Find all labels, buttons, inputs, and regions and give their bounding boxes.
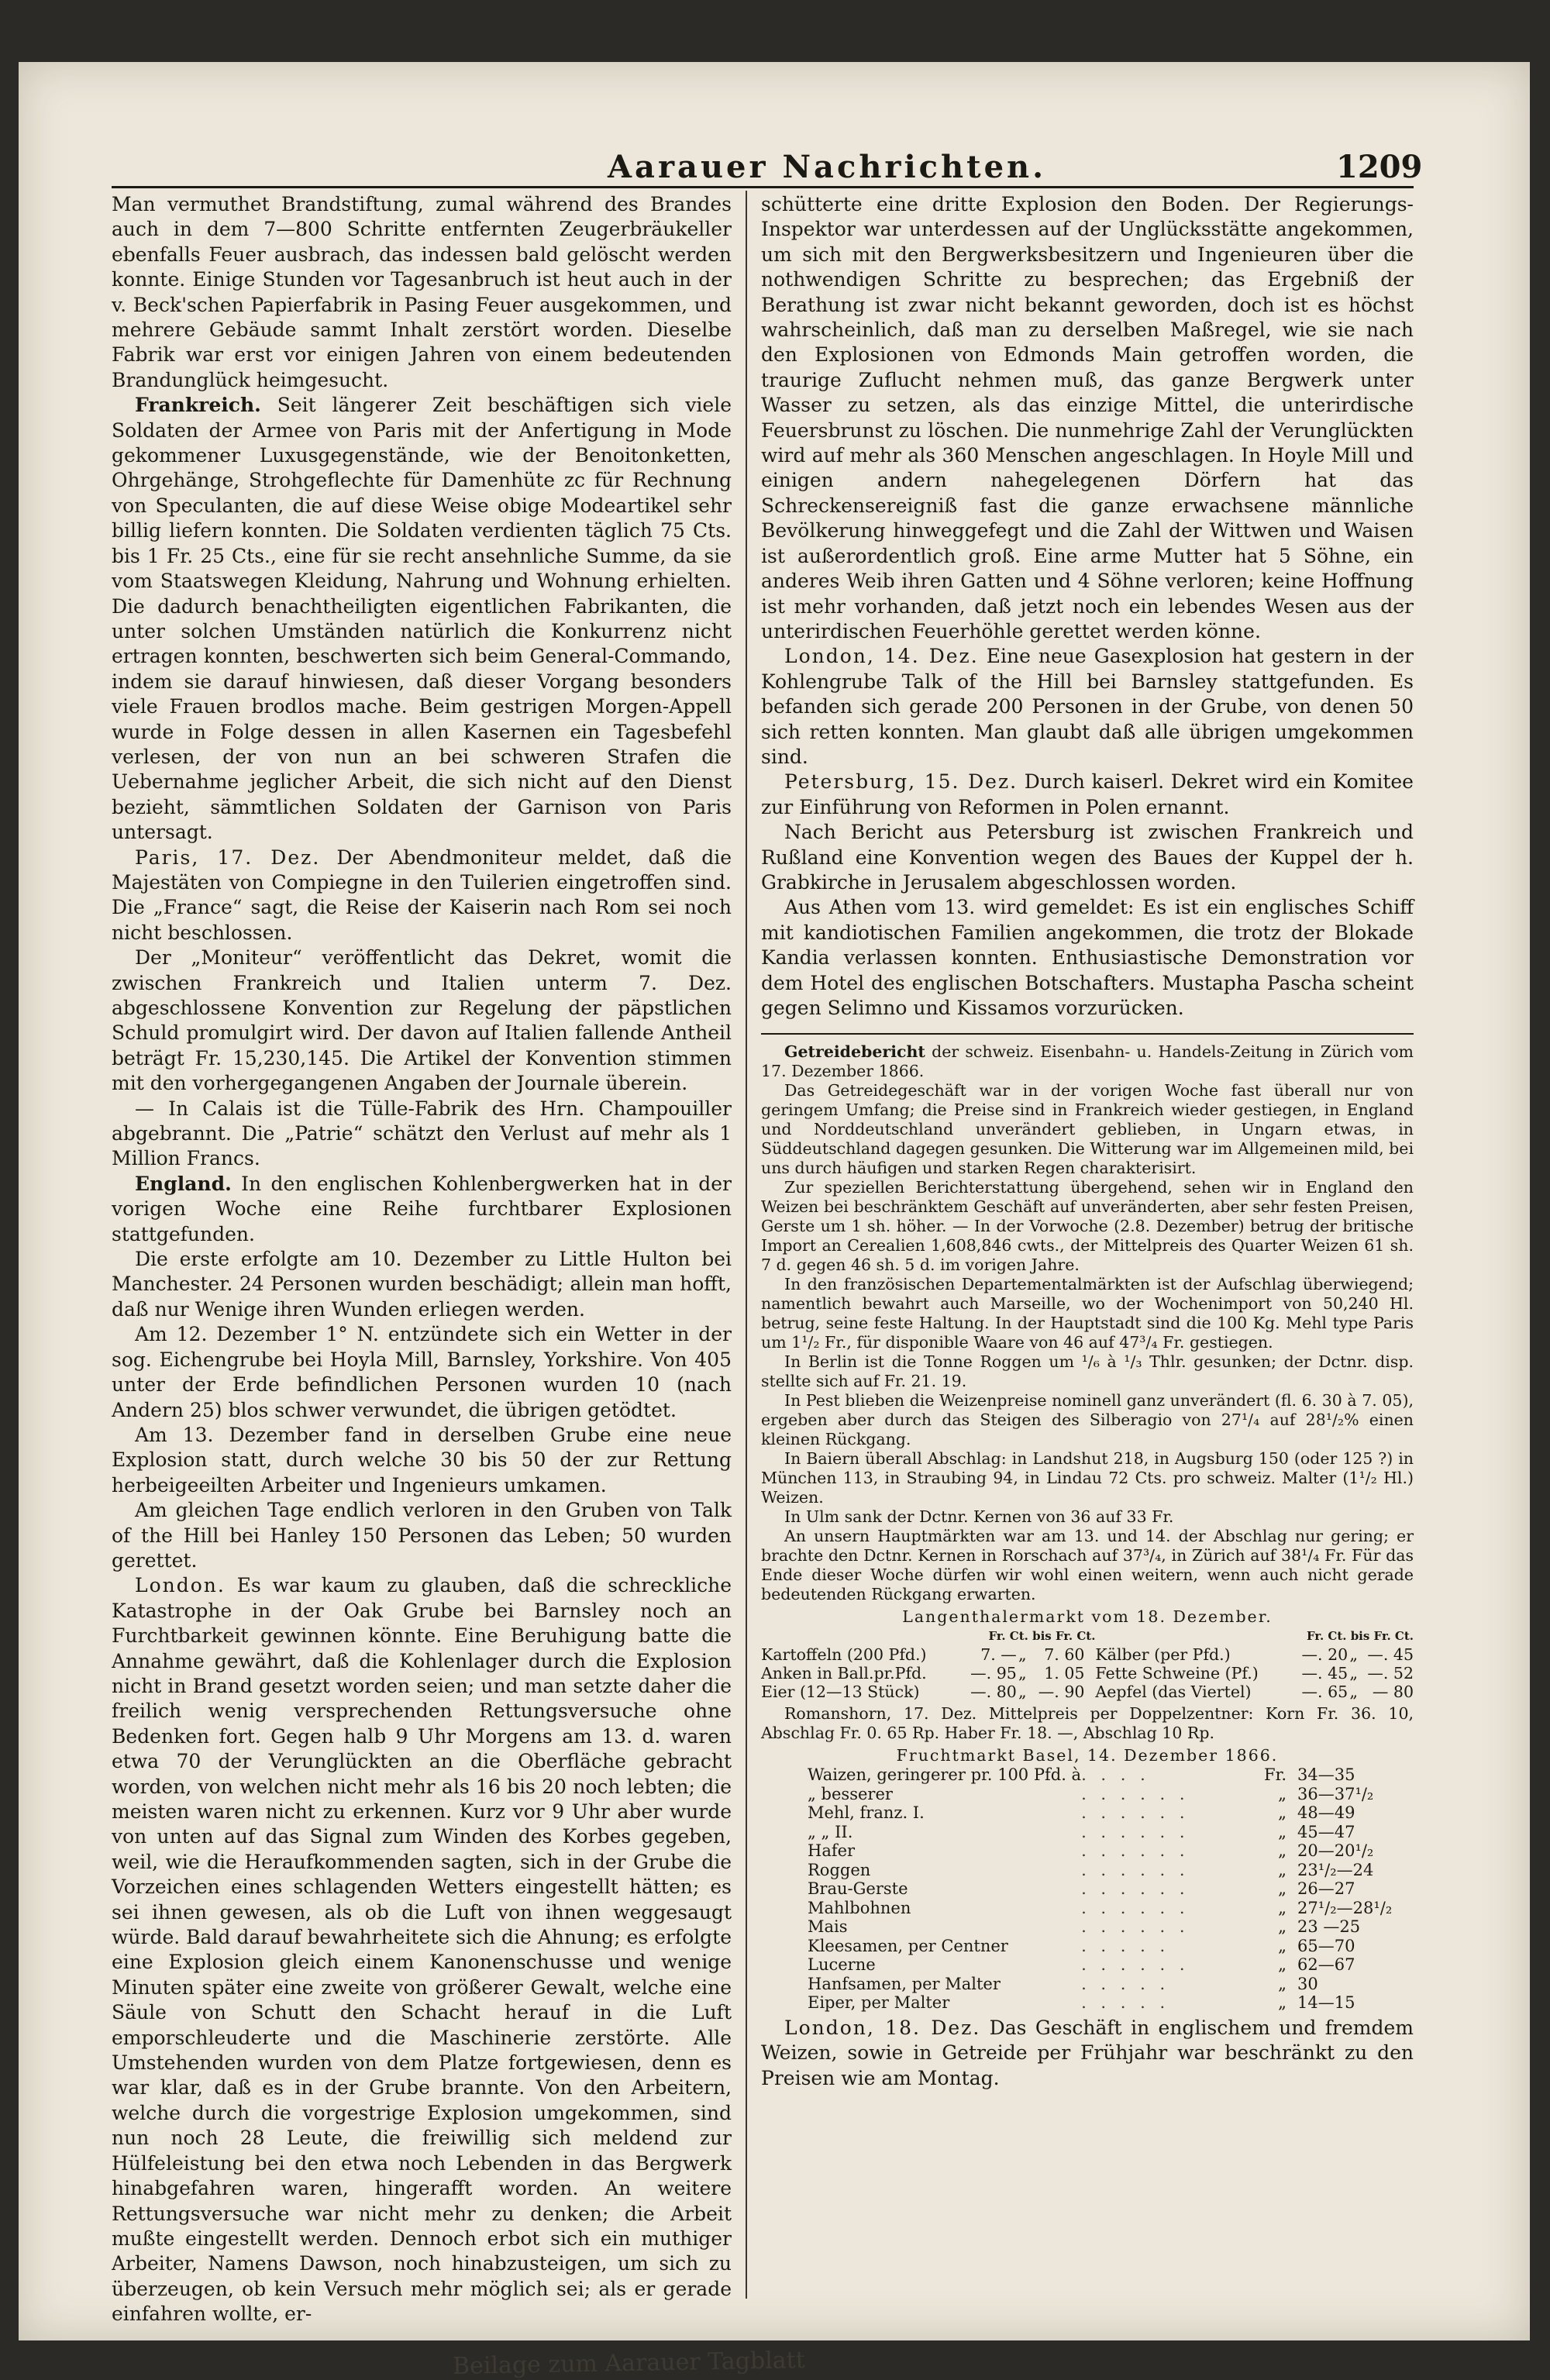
currency: „ bbox=[1278, 1955, 1286, 1975]
column-separator bbox=[746, 191, 747, 2299]
item-name: Eier (12—13 Stück) bbox=[761, 1683, 920, 1702]
ditto-mark: „ bbox=[1018, 1664, 1027, 1683]
article-text: Durch kaiserl. Dekret wird ein Komitee zur Einführung von Reformen in Polen ernannt. bbox=[761, 770, 1414, 818]
table-row: Brau-Gerste . . . . . . „ 26—27 bbox=[761, 1879, 1414, 1899]
section-rule bbox=[761, 1033, 1414, 1035]
grain-report bbox=[761, 1042, 1414, 1604]
item-name: Eiper, per Malter bbox=[808, 1993, 950, 2013]
item-name: Mehl, franz. I. bbox=[808, 1803, 925, 1823]
item-name: „ „ II. bbox=[808, 1822, 853, 1841]
article-petersburg bbox=[761, 770, 1414, 820]
dateline: London, 18. Dez. bbox=[784, 2016, 981, 2039]
price-range: 36—37¹/₂ bbox=[1297, 1784, 1374, 1803]
page-number: 1209 bbox=[1336, 149, 1423, 185]
price-range: 23¹/₂—24 bbox=[1297, 1860, 1374, 1879]
unit-header-left: Fr. Ct. bis Fr. Ct. bbox=[988, 1629, 1096, 1644]
article-paragraph: Die erste erfolgte am 10. Dezember zu Little Hulton bei Manchester. 24 Personen wurden beschädigt; allein man hofft, daß nur Wenige ihren Wunden erliegen werden. bbox=[112, 1248, 732, 1321]
item-name: Mahlbohnen bbox=[808, 1898, 911, 1917]
right-column bbox=[761, 192, 1414, 2316]
unit-header-right: Fr. Ct. bis Fr. Ct. bbox=[1307, 1629, 1414, 1644]
item-name: „ besserer bbox=[808, 1784, 893, 1803]
grain-paragraph: In Pest blieben die Weizenpreise nominell ganz unverändert (fl. 6. 30 à 7. 05), ergeben aber durch das Steigen des Silberagio von 27¹/₄ auf 28¹/₂% einen kleinen Rückgang. bbox=[761, 1391, 1414, 1449]
bleed-through-text: Beilage zum Aarauer Tagblatt bbox=[452, 2347, 806, 2380]
price-range: 23 —25 bbox=[1297, 1917, 1361, 1937]
currency: „ bbox=[1278, 1803, 1286, 1823]
basel-market-table bbox=[761, 1765, 1414, 2013]
ditto-mark: „ bbox=[1018, 1645, 1027, 1665]
currency: Fr. bbox=[1264, 1765, 1286, 1785]
grain-paragraph: Das Getreidegeschäft war in der vorigen Woche fast überall nur von geringem Umfang; die Preise sind in Frankreich wieder gestiegen, in England und Norddeutschland unverändert geblieben, in Ungarn etwas, in Süddeutschland dagegen gesunken. Die Witterung war im Allgemeinen mild, bei uns durch häufigen und starken Regen charakterisirt. bbox=[761, 1081, 1414, 1178]
item-name: Kälber (per Pfd.) bbox=[1095, 1645, 1231, 1665]
price-range: 26—27 bbox=[1297, 1879, 1355, 1899]
article-paragraph: — In Calais ist die Tülle-Fabrik des Hrn. Champouiller abgebrannt. Die „Patrie“ schätzt den Verlust auf mehr als 1 Million Francs. bbox=[112, 1097, 732, 1170]
grain-paragraph: In Berlin ist die Tonne Roggen um ¹/₆ à ¹/₃ Thlr. gesunken; der Dctnr. disp. stellte sich auf Fr. 21. 19. bbox=[761, 1352, 1414, 1391]
dateline: London. bbox=[135, 1574, 226, 1597]
article-text: In den englischen Kohlenbergwerken hat in der vorigen Woche eine Reihe furchtbarer Explosionen stattgefunden. bbox=[112, 1172, 732, 1245]
table-row: Hanfsamen, per Malter . . . . . „ 30 bbox=[761, 1975, 1414, 1994]
price-low: 7. — bbox=[980, 1645, 1017, 1665]
price-range: 65—70 bbox=[1297, 1936, 1355, 1955]
article-london-18 bbox=[761, 2016, 1414, 2091]
ditto-mark: „ bbox=[1349, 1645, 1358, 1665]
currency: „ bbox=[1278, 1898, 1286, 1917]
article-paragraph: Am 12. Dezember 1° N. entzündete sich ein Wetter in der sog. Eichengrube bei Hoyla Mill, Barnsley, Yorkshire. Von 405 unter der Erde befindlichen Personen wurden 10 (nach Andern 25) blos schwer verwundet, die übrigen getödtet. bbox=[112, 1323, 732, 1421]
price-range: 62—67 bbox=[1297, 1955, 1355, 1975]
item-name: Mais bbox=[808, 1917, 848, 1937]
article-text: Der Abendmoniteur meldet, daß die Majestäten von Compiegne in den Tuilerien eingetroffen sind. Die „France“ sagt, die Reise der Kaiserin nach Rom sei noch nicht beschlossen. bbox=[112, 846, 732, 944]
grain-paragraph: In Ulm sank der Dctnr. Kernen von 36 auf 33 Fr. bbox=[784, 1507, 1174, 1527]
grain-paragraph: In Baiern überall Abschlag: in Landshut 218, in Augsburg 150 (oder 125 ?) in München 113, in Straubing 94, in Lindau 72 Cts. pro schweiz. Malter (1¹/₂ Hl.) Weizen. bbox=[761, 1449, 1414, 1507]
article-text: Es war kaum zu glauben, daß die schreckliche Katastrophe in der Oak Grube bei Barnsley noch an Furchtbarkeit gewinnen könnte. Eine Beruhigung batte die Annahme gewährt, daß die Kohlenlager durch die Explosion nicht in Brand gesetzt worden seien; und man setzte daher die freilich wenig versprechenden Rettungsversuche ohne Bedenken fort. Gegen halb 9 Uhr Morgens am 13. d. waren etwa 70 der Verunglückten an die Oberfläche gebracht worden, von welchen nicht mehr als 16 bis 20 noch lebten; die meisten waren nicht zu erkennen. Kurz vor 9 Uhr aber wurde von unten auf das Signal zum Winden des Korbes gegeben, weil, wie die Heraufkommenden sagten, sich in der Grube die Vorzeichen eines schlagenden Wetters eingestellt hätten; es sei ihnen gewesen, als ob die Luft von ihnen weggesaugt würde. Bald darauf bewahrheitete sich die Ahnung; es erfolgte eine Explosion gleich einem Kanonenschusse und wenige Minuten später eine zweite von größerer Gewalt, welche eine Säule von Schutt den Schacht herauf in die Luft emporschleuderte und die Maschinerie zerstörte. Alle Umstehenden wurden von dem Platze fortgewiesen, denn es war klar, daß es in der Grube brannte. Von den Arbeitern, welche durch die vorgestrige Explosion umgekommen, sind nun noch 28 Leute, die freiwillig sich meldend zur Hülfeleistung bei den etwa noch Lebenden in das Bergwerk hinabgefahren waren, hingerafft worden. An weitere Rettungsversuche war nicht mehr zu denken; die Arbeit mußte eingestellt werden. Dennoch erbot sich ein muthiger Arbeiter, Namens Dawson, noch hinabzusteigen, um sich zu überzeugen, ob kein Versuch mehr möglich sei; als er gerade einfahren wollte, er- bbox=[112, 1574, 732, 2326]
basel-market-title: Fruchtmarkt Basel, 14. Dezember 1866. bbox=[896, 1746, 1279, 1765]
currency: „ bbox=[1278, 1993, 1286, 2013]
item-name: Brau-Gerste bbox=[808, 1879, 908, 1899]
price-low: —. 20 bbox=[1301, 1645, 1348, 1665]
table-header-row bbox=[761, 1627, 1414, 1645]
grain-report-source: der schweiz. Eisenbahn- u. Handels-Zeitung in Zürich vom 17. Dezember 1866. bbox=[761, 1042, 1414, 1081]
article-paragraph: Nach Bericht aus Petersburg ist zwischen Frankreich und Rußland eine Konvention wegen des Baues der Kuppel der h. Grabkirche in Jerusalem abgeschlossen worden. bbox=[761, 821, 1414, 894]
article-london bbox=[112, 1573, 732, 2327]
price-range: 48—49 bbox=[1297, 1803, 1355, 1823]
price-high: 1. 05 bbox=[1044, 1664, 1085, 1683]
dateline: London, 14. Dez. bbox=[784, 645, 979, 668]
item-name: Aepfel (das Viertel) bbox=[1095, 1683, 1252, 1702]
dateline: Petersburg, 15. Dez. bbox=[784, 770, 1018, 794]
item-name: Hafer bbox=[808, 1841, 856, 1861]
currency: „ bbox=[1278, 1936, 1286, 1955]
article-london-14 bbox=[761, 644, 1414, 770]
price-low: —. 95 bbox=[970, 1664, 1017, 1683]
table-row: Hafer . . . . . . „ 20—20¹/₂ bbox=[761, 1841, 1414, 1861]
item-name: Lucerne bbox=[808, 1955, 876, 1975]
price-range: 27¹/₂—28¹/₂ bbox=[1297, 1898, 1393, 1917]
article-paragraph: Am 13. Dezember fand in derselben Grube eine neue Explosion statt, durch welche 30 bis 50 der zur Rettung herbeigeeilten Arbeiter und Ingenieurs umkamen. bbox=[112, 1423, 732, 1497]
romanshorn-report: Romanshorn, 17. Dez. Mittelpreis per Doppelzentner: Korn Fr. 36. 10, Abschlag Fr. 0. 65 Rp. Haber Fr. 18. —, Abschlag 10 Rp. bbox=[761, 1704, 1414, 1743]
grain-report-heading bbox=[761, 1042, 1414, 1081]
table-row: „ besserer . . . . . . „ 36—37¹/₂ bbox=[761, 1785, 1414, 1804]
currency: „ bbox=[1278, 1841, 1286, 1861]
ditto-mark: „ bbox=[1349, 1683, 1358, 1702]
price-low: —. 80 bbox=[970, 1683, 1017, 1702]
article-england bbox=[112, 1172, 732, 1247]
section-heading: Frankreich. bbox=[135, 394, 261, 417]
price-low: —. 45 bbox=[1301, 1664, 1348, 1683]
table-row bbox=[761, 1683, 1414, 1701]
newspaper-title: Aarauer Nachrichten. bbox=[608, 149, 1047, 185]
langenthal-market-title: Langenthalermarkt vom 18. Dezember. bbox=[902, 1607, 1273, 1627]
price-range: 45—47 bbox=[1297, 1822, 1355, 1841]
langenthal-market-table bbox=[761, 1627, 1414, 1701]
article-frankreich bbox=[112, 393, 732, 845]
item-name: Fette Schweine (Pf.) bbox=[1095, 1664, 1259, 1683]
header-rule bbox=[112, 186, 1414, 188]
table-row bbox=[761, 1664, 1414, 1683]
grain-paragraph: In den französischen Departementalmärkten ist der Aufschlag überwiegend; namentlich bewahrt auch Marseille, wo der Wochenimport von 50,240 Hl. betrug, seine feste Haltung. In der Hauptstadt sind die 100 Kg. Mehl type Paris um 1¹/₂ Fr., für disponible Waare von 46 auf 47³/₄ Fr. gestiegen. bbox=[761, 1275, 1414, 1352]
ditto-mark: „ bbox=[1018, 1683, 1027, 1702]
article-paragraph: Aus Athen vom 13. wird gemeldet: Es ist ein englisches Schiff mit kandiotischen Familien angekommen, die trotz der Blokade Kandia verlassen konnten. Enthusiastische Demonstration vor dem Hotel des englischen Botschafters. Mustapha Pascha scheint gegen Selimno und Kissamos vorzurücken. bbox=[761, 896, 1414, 1019]
article-paragraph: Der „Moniteur“ veröffentlicht das Dekret, womit die zwischen Frankreich und Italien unterm 7. Dez. abgeschlossene Konvention zur Regelung der päpstlichen Schuld promulgirt wird. Der davon auf Italien fallende Antheil beträgt Fr. 15,230,145. Die Artikel der Konvention stimmen mit den vorhergegangenen Angaben der Journale überein. bbox=[112, 946, 732, 1095]
article-text: Seit längerer Zeit beschäftigen sich viele Soldaten der Armee von Paris mit der Anfertigung in Mode gekommener Luxusgegenstände, wie der Benoitonketten, Ohrgehänge, Strohgeflechte für Damenhüte zc für Rechnung von Speculanten, die auf diese Weise obige Modeartikel sehr billig liefern konnten. Die Soldaten verdienten täglich 75 Cts. bis 1 Fr. 25 Cts., eine für sie recht ansehnliche Summe, da sie vom Staatswegen Kleidung, Nahrung und Wohnung erhielten. Die dadurch benachtheiligten eigentlichen Fabrikanten, die unter solchen Umständen natürlich die Konkurrenz nicht ertragen konnten, beschwerten sich beim General-Commando, indem sie darauf hinwiesen, daß dieser Vorgang besonders viele Frauen brodlos mache. Beim gestrigen Morgen-Appell wurde in Folge dessen in allen Kasernen ein Tagesbefehl verlesen, der von nun an bei schweren Strafen die Uebernahme jeglicher Arbeit, die sich nicht auf den Dienst bezieht, sämmtlichen Soldaten der Garnison von Paris untersagt. bbox=[112, 394, 732, 844]
item-name: Kartoffeln (200 Pfd.) bbox=[761, 1645, 927, 1665]
table-row: Lucerne . . . . . . „ 62—67 bbox=[761, 1955, 1414, 1975]
price-range: 30 bbox=[1297, 1974, 1318, 1993]
grain-report-title: Getreidebericht bbox=[784, 1042, 925, 1062]
price-range: 14—15 bbox=[1297, 1993, 1355, 2013]
price-low: —. 65 bbox=[1301, 1683, 1348, 1702]
price-high: —. 52 bbox=[1367, 1664, 1414, 1683]
section-heading: England. bbox=[135, 1172, 232, 1195]
currency: „ bbox=[1278, 1860, 1286, 1879]
price-high: — 80 bbox=[1372, 1683, 1414, 1702]
price-high: 7. 60 bbox=[1044, 1645, 1085, 1665]
table-row: Roggen . . . . . . „ 23¹/₂—24 bbox=[761, 1861, 1414, 1880]
item-name: Hanfsamen, per Malter bbox=[808, 1974, 1001, 1993]
currency: „ bbox=[1278, 1974, 1286, 1993]
currency: „ bbox=[1278, 1784, 1286, 1803]
article-text: Eine neue Gasexplosion hat gestern in der Kohlengrube Talk of the Hill bei Barnsley stattgefunden. Es befanden sich gerade 200 Personen in der Grube, von denen 50 sich retten konnten. Man glaubt daß alle übrigen umgekommen sind. bbox=[761, 645, 1414, 768]
item-name: Waizen, geringerer pr. 100 Pfd. à bbox=[808, 1765, 1082, 1785]
item-name: Kleesamen, per Centner bbox=[808, 1936, 1008, 1955]
article-text: Das Geschäft in englischem und fremdem Weizen, sowie in Getreide per Frühjahr war beschränkt zu den Preisen wie am Montag. bbox=[761, 2016, 1414, 2089]
table-row: Eiper, per Malter . . . . . „ 14—15 bbox=[761, 1993, 1414, 2013]
currency: „ bbox=[1278, 1879, 1286, 1899]
ditto-mark: „ bbox=[1349, 1664, 1358, 1683]
item-name: Anken in Ball.pr.Pfd. bbox=[761, 1664, 927, 1683]
currency: „ bbox=[1278, 1917, 1286, 1937]
price-high: —. 45 bbox=[1367, 1645, 1414, 1665]
grain-paragraph: An unsern Hauptmärkten war am 13. und 14. der Abschlag nur gering; er brachte den Dctnr. Kernen in Rorschach auf 37³/₄, in Zürich auf 38¹/₄ Fr. Für das Ende dieser Woche dürfen wir wohl einen weitern, wenn auch nicht gerade bedeutenden Rückgang erwarten. bbox=[761, 1527, 1414, 1604]
currency: „ bbox=[1278, 1822, 1286, 1841]
table-row: Mehl, franz. I. . . . . . . „ 48—49 bbox=[761, 1803, 1414, 1823]
article-paragraph: Am gleichen Tage endlich verloren in den Gruben von Talk of the Hill bei Hanley 150 Personen das Leben; 50 wurden gerettet. bbox=[112, 1499, 732, 1572]
item-name: Roggen bbox=[808, 1860, 871, 1879]
price-range: 20—20¹/₂ bbox=[1297, 1841, 1374, 1861]
table-row bbox=[761, 1645, 1414, 1664]
article-paragraph: schütterte eine dritte Explosion den Boden. Der Regierungs-Inspektor war unterdessen auf der Unglücksstätte angekommen, um sich mit den Bergwerksbesitzern und Ingenieuren über die nothwendigen Schritte zu besprechen; das Ergebniß der Berathung ist zwar nicht bekannt geworden, doch ist es höchst wahrscheinlich, daß man zu derselben Maßregel, wie sie nach den Explosionen von Edmonds Main getroffen worden, die traurige Zuflucht nehmen muß, das ganze Bergwerk unter Wasser zu setzen, als das einzige Mittel, die unterirdische Feuersbrunst zu löschen. Die nunmehrige Zahl der Verunglückten wird auf mehr als 360 Menschen angeschlagen. In Hoyle Mill und einigen andern nahegelegenen Dörfern hat das Schreckensereigniß fast die ganze erwachsene männliche Bevölkerung hinweggefegt und die Zahl der Wittwen und Waisen ist außerordentlich groß. Eine arme Mutter hat 5 Söhne, ein anderes Weib ihren Gatten und 4 Söhne verloren; keine Hoffnung ist mehr vorhanden, daß jetzt noch ein lebendes Wesen aus der unterirdischen Feuerhöhle gerettet werden könne. bbox=[761, 193, 1414, 642]
table-row: „ „ II. . . . . . . „ 45—47 bbox=[761, 1823, 1414, 1842]
dateline: Paris, 17. Dez. bbox=[135, 846, 321, 869]
table-row: Mais . . . . . . „ 23 —25 bbox=[761, 1917, 1414, 1937]
grain-paragraph: Zur speziellen Berichterstattung übergehend, sehen wir in England den Weizen bei beschränktem Geschäft auf unveränderten, aber sehr festen Preisen, Gerste um 1 sh. höher. — In der Vorwoche (2.8. Dezember) betrug der britische Import an Cerealien 1,608,846 cwts., der Mittelpreis des Quarter Weizen 61 sh. 7 d. gegen 46 sh. 5 d. im vorigen Jahre. bbox=[761, 1178, 1414, 1275]
price-range: 34—35 bbox=[1297, 1765, 1355, 1785]
table-row: Mahlbohnen . . . . . . „ 27¹/₂—28¹/₂ bbox=[761, 1899, 1414, 1918]
newspaper-page bbox=[19, 62, 1530, 2380]
article-paris bbox=[112, 846, 732, 946]
price-high: —. 90 bbox=[1038, 1683, 1085, 1702]
table-row: Waizen, geringerer pr. 100 Pfd. à . . . . Fr. 34—35 bbox=[761, 1765, 1414, 1785]
article-paragraph: Man vermuthet Brandstiftung, zumal während des Brandes auch in dem 7—800 Schritte entfernten Zeugerbräukeller ebenfalls Feuer ausbrach, das indessen bald gelöscht werden konnte. Einige Stunden vor Tagesanbruch ist heut auch in der v. Beck'schen Papierfabrik in Pasing Feuer ausgekommen, und mehrere Gebäude sammt Inhalt zerstört worden. Dieselbe Fabrik war erst vor einigen Jahren von einem bedeutenden Brandunglück heimgesucht. bbox=[112, 193, 732, 391]
left-column bbox=[112, 192, 732, 2326]
table-row: Kleesamen, per Centner . . . . . „ 65—70 bbox=[761, 1937, 1414, 1956]
